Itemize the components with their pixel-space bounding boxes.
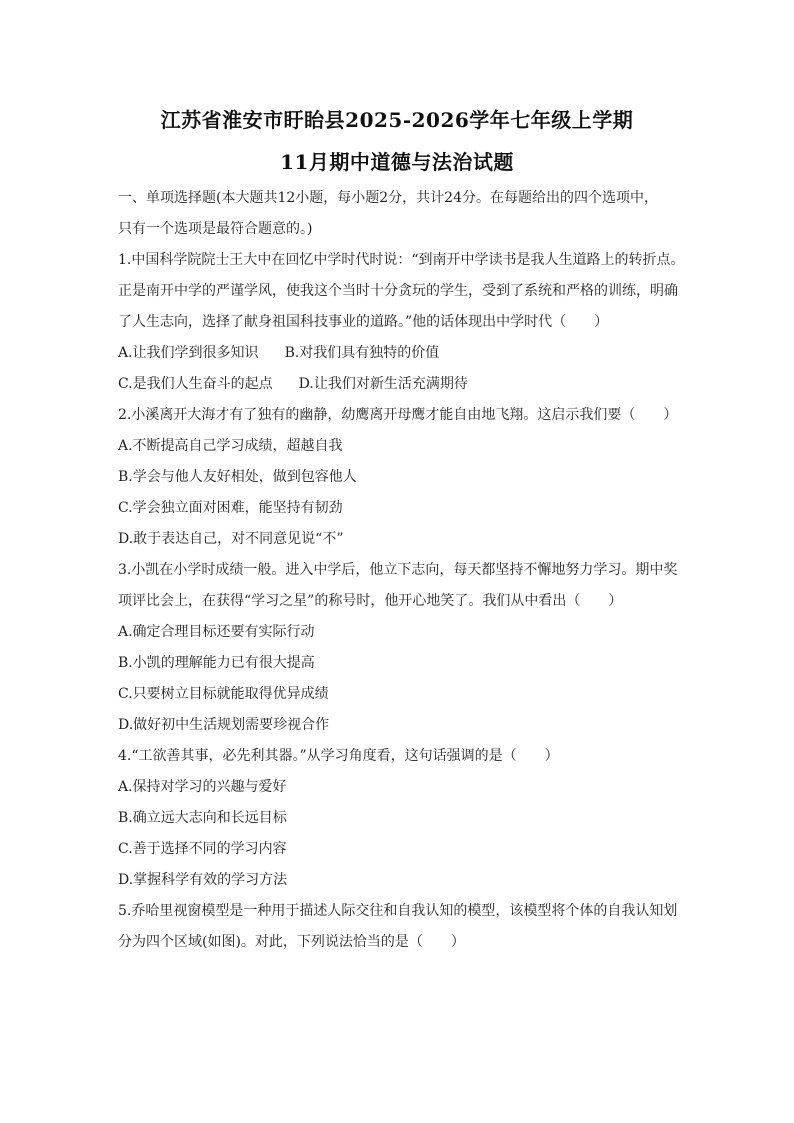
question-3-stem-line-1: 3.小凯在小学时成绩一般。进入中学后，他立下志向，每天都坚持不懈地努力学习。期中奖 [118, 562, 678, 578]
question-1-option-a: A.让我们学到很多知识 [118, 345, 259, 361]
question-4-option-c: C.善于选择不同的学习内容 [118, 841, 287, 857]
question-4-option-d: D.掌握科学有效的学习方法 [118, 872, 288, 888]
question-2-option-d: D.敢于表达自己，对不同意见说“不” [118, 531, 344, 547]
question-1-option-d: D.让我们对新生活充满期待 [298, 376, 468, 392]
question-2-option-c: C.学会独立面对困难，能坚持有韧劲 [118, 500, 343, 516]
question-4-option-a: A.保持对学习的兴趣与爱好 [118, 779, 287, 795]
section-instructions-line-1: 一、单项选择题(本大题共12小题，每小题2分，共计24分。在每题给出的四个选项中， [118, 190, 658, 206]
question-2-stem-line-1: 2.小溪离开大海才有了独有的幽静，幼鹰离开母鹰才能自由地飞翔。这启示我们要（ ） [118, 407, 678, 423]
question-1-stem-line-3: 了人生志向，选择了献身祖国科技事业的道路。”他的话体现出中学时代（ ） [118, 314, 609, 330]
question-2-option-b: B.学会与他人友好相处，做到包容他人 [118, 469, 357, 485]
question-4 [118, 741, 688, 896]
question-4-option-b: B.确立远大志向和长远目标 [118, 810, 287, 826]
question-2-option-a: A.不断提高自己学习成绩，超越自我 [118, 438, 343, 454]
question-1-option-c: C.是我们人生奋斗的起点 [118, 376, 273, 392]
question-5-stem-line-1: 5.乔哈里视窗模型是一种用于描述人际交往和自我认知的模型，该模型将个体的自我认知划 [118, 903, 678, 919]
question-1-option-b: B.对我们具有独特的价值 [284, 345, 440, 361]
question-4-stem-line-1: 4.“工欲善其事，必先利其器。”从学习角度看，这句话强调的是（ ） [118, 748, 559, 764]
question-3-option-c: C.只要树立目标就能取得优异成绩 [118, 686, 329, 702]
document-body [118, 183, 688, 958]
question-1 [118, 245, 688, 400]
question-5-stem-line-2: 分为四个区域(如图)。对此，下列说法恰当的是（ ） [118, 934, 465, 950]
question-5 [118, 896, 688, 958]
question-3-option-a: A.确定合理目标还要有实际行动 [118, 624, 315, 640]
question-1-stem-line-1: 1.中国科学院院士王大中在回忆中学时代时说：“到南开中学读书是我人生道路上的转折点。 [118, 252, 685, 268]
question-2 [118, 400, 688, 555]
question-1-options-row-2 [118, 369, 688, 400]
section-instructions-line-2: 只有一个选项是最符合题意的。) [118, 221, 313, 237]
question-1-stem-line-2: 正是南开中学的严谨学风，使我这个当时十分贪玩的学生，受到了系统和严格的训练，明确 [118, 283, 678, 299]
question-1-options-row-1 [118, 338, 688, 369]
document-title-line-1: 江苏省淮安市盱眙县2025-2026学年七年级上学期 [160, 108, 634, 132]
question-3-stem-line-2: 项评比会上，在获得“学习之星”的称号时，他开心地笑了。我们从中看出（ ） [118, 593, 623, 609]
question-3-option-d: D.做好初中生活规划需要珍视合作 [118, 717, 330, 733]
question-3 [118, 555, 688, 741]
document-title-line-2: 11月期中道德与法治试题 [280, 150, 514, 174]
question-3-option-b: B.小凯的理解能力已有很大提高 [118, 655, 315, 671]
